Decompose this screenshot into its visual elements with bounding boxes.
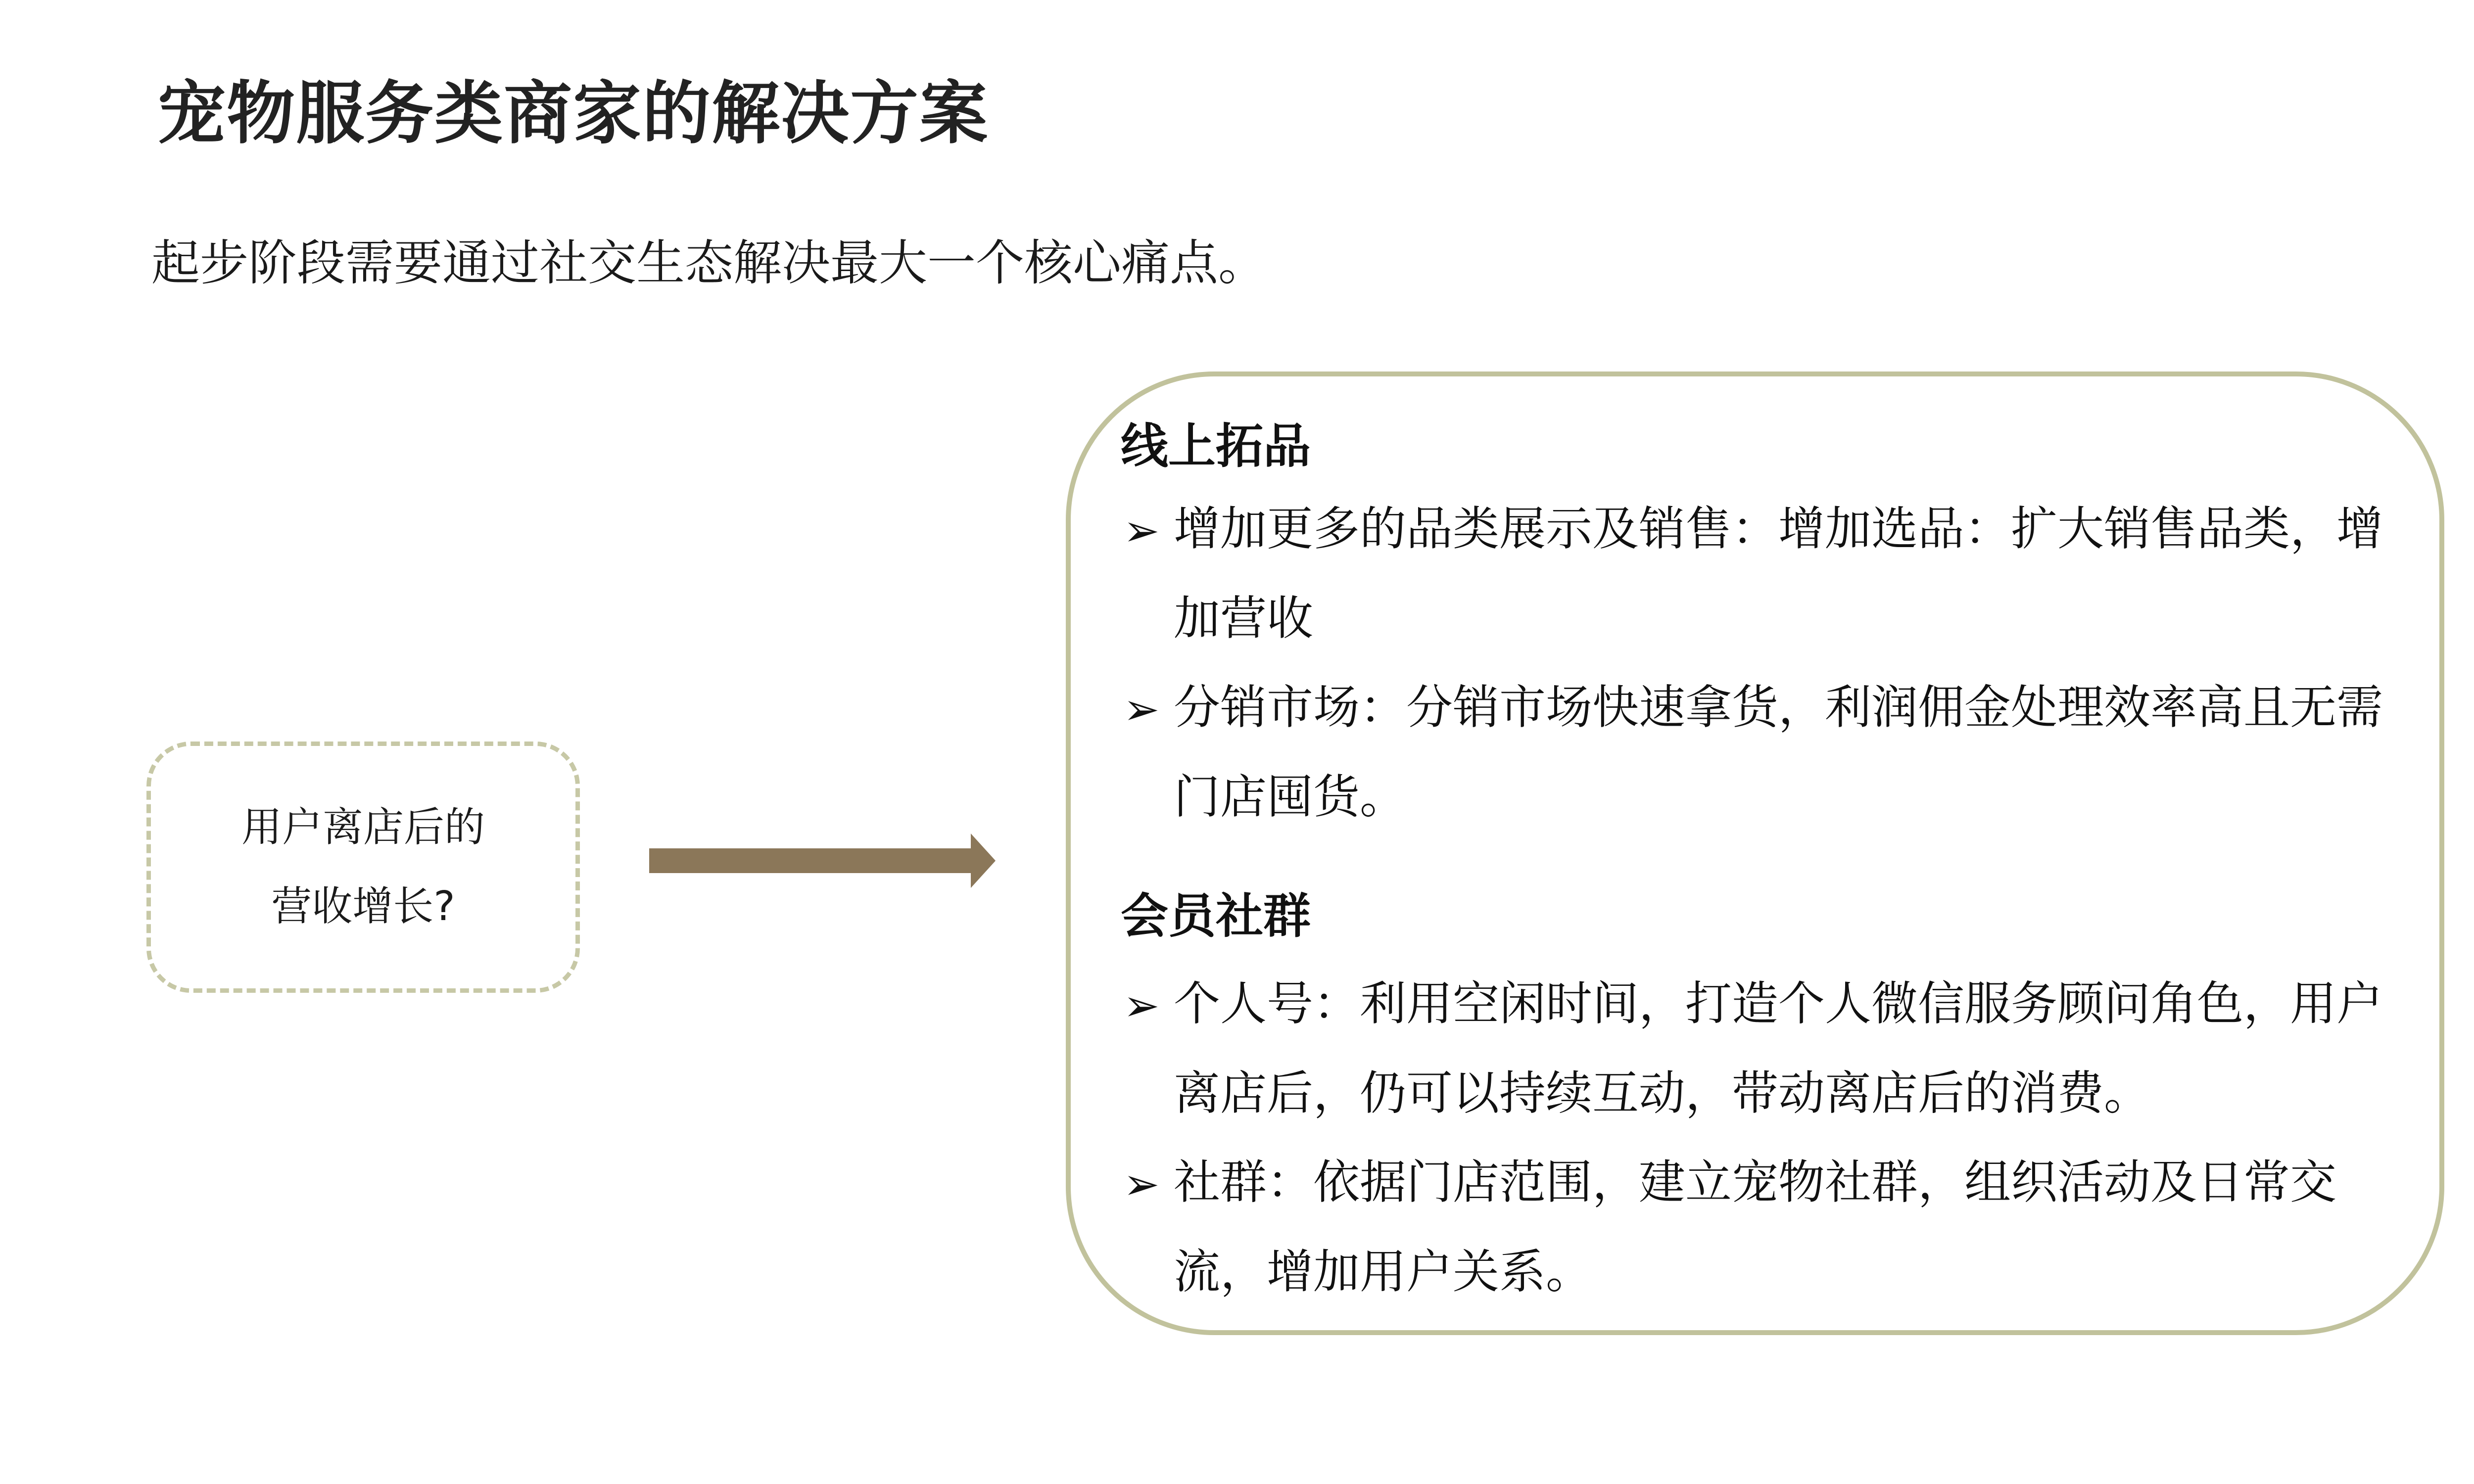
arrow-shape [649, 834, 996, 888]
right-arrow-icon [649, 834, 996, 888]
page-title: 宠物服务类商家的解决方案 [157, 74, 989, 153]
question-line-1: 用户离店后的 [241, 804, 485, 851]
arrowhead-bullet-icon: ➢ [1123, 980, 1160, 1031]
question-box [146, 742, 580, 993]
bullet-more-categories: 增加更多的品类展示及销售：增加选品：扩大销售品类，增加营收 [1174, 502, 2383, 646]
question-line-2: 营收增长? [271, 883, 455, 930]
arrowhead-bullet-icon: ➢ [1123, 505, 1160, 556]
arrowhead-bullet-icon: ➢ [1123, 1159, 1160, 1209]
section-title-online-products: 线上拓品 [1121, 418, 1311, 474]
bullet-distribution-market: 分销市场：分销市场快速拿货，利润佣金处理效率高且无需门店囤货。 [1174, 681, 2383, 824]
page-subtitle: 起步阶段需要通过社交生态解决最大一个核心痛点。 [151, 235, 1267, 291]
bullet-community: 社群：依据门店范围，建立宠物社群，组织活动及日常交流，增加用户关系。 [1174, 1156, 2337, 1299]
arrowhead-bullet-icon: ➢ [1123, 684, 1160, 735]
section-title-member-community: 会员社群 [1121, 888, 1311, 944]
bullet-personal-account: 个人号：利用空闲时间，打造个人微信服务顾问角色，用户离店后，仍可以持续互动，带动离店后的消费。 [1174, 977, 2383, 1120]
